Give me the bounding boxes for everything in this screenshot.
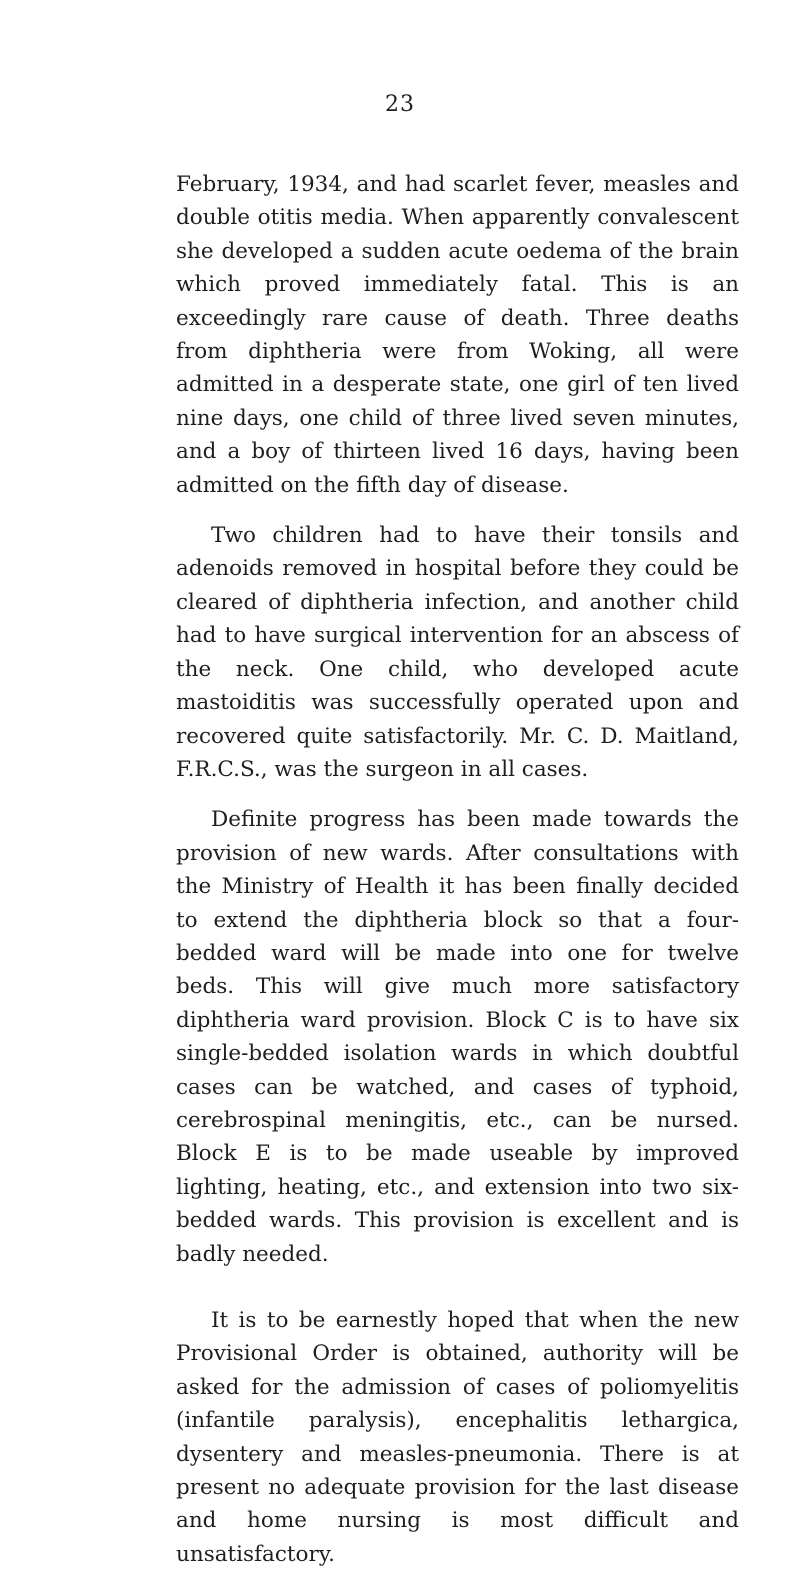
paragraph-surgical-cases: Two children had to have their tonsils and adenoids removed in hospital before they could be cleared of diphtheria infection, and another child had to have surgical intervention for an abscess of the neck. One child, who developed acute mastoiditis was successfully operated upon and recovered quite satisfactorily. Mr. C. D. Maitland, F.R.C.S., was the surgeon in all cases. <box>176 523 739 782</box>
paragraph-new-wards: Definite progress has been made towards the provision of new wards. After consultations with the Ministry of Health it has been finally decided to extend the diphtheria block so that a four-bedded ward will be made into one for twelve beds. This will give much more satisfactory diphtheria ward provision. Block C is to have six single-bedded isolation wards in which doubtful cases can be watched, and cases of typhoid, cerebrospinal meningitis, etc., can be nursed. Block E is to be made useable by improved lighting, heating, etc., and extension into two six-bedded wards. This provision is excellent and is badly needed. <box>176 807 739 1267</box>
page-number: 23 <box>385 92 415 117</box>
document-body <box>176 168 739 1571</box>
paragraph-continuation: February, 1934, and had scarlet fever, measles and double otitis media. When apparently convalescent she developed a sudden acute oedema of the brain which proved immediately fatal. This is an exceedingly rare cause of death. Three deaths from diphtheria were from Woking, all were admitted in a desperate state, one girl of ten lived nine days, one child of three lived seven minutes, and a boy of thirteen lived 16 days, having been admitted on the fifth day of disease. <box>176 172 739 498</box>
paragraph-provisional-order: It is to be earnestly hoped that when the new Provisional Order is obtained, authority will be asked for the admission of cases of poliomyelitis (infantile paralysis), encephalitis lethargica, dysentery and measles-pneumonia. There is at present no adequate provision for the last disease and home nursing is most difficult and unsatisfactory. <box>176 1308 739 1567</box>
